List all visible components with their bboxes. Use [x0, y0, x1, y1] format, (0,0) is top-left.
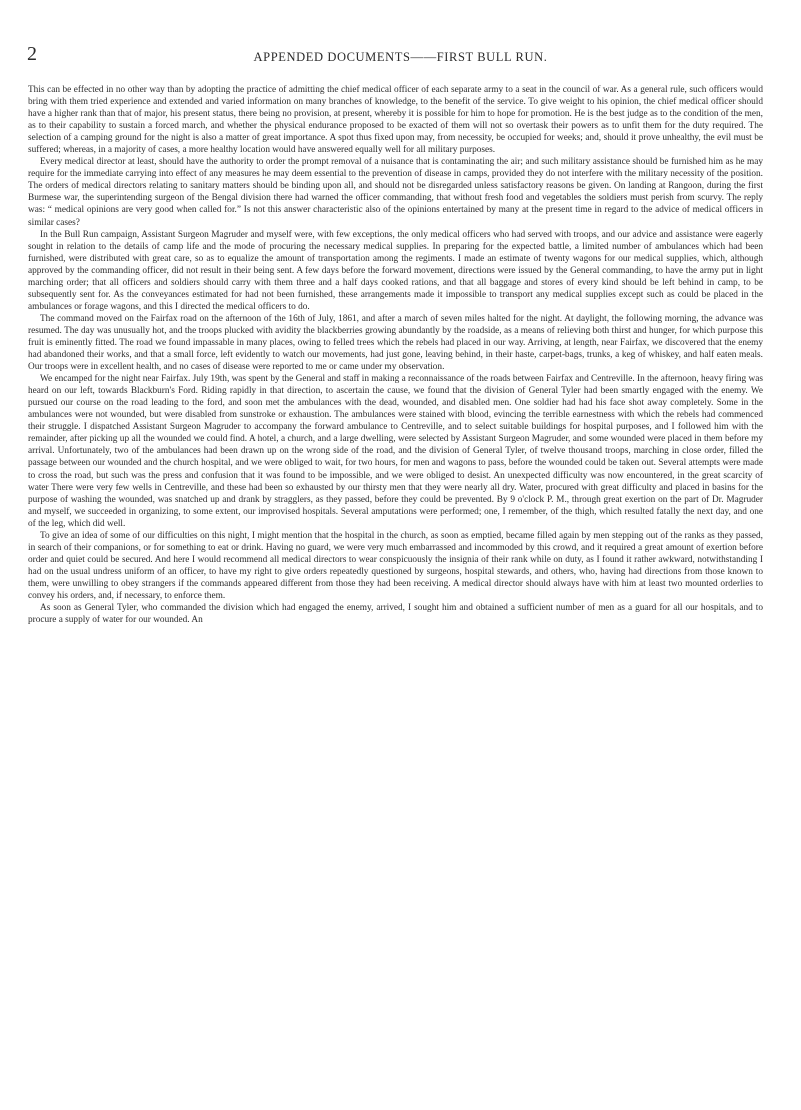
- paragraph-4: The command moved on the Fairfax road on the afternoon of the 16th of July, 1861, and after a march of seven miles halted for the night. At daylight, the following morning, the advance was resumed. The day was unusually hot, and the troops plucked with avidity the blackberries growing abundantly by the roadside, as a means of relieving both thirst and hunger, for which purpose this fruit is eminently fitted. The road we found impassable in many places, owing to felled trees which the rebels had placed in our way. Arriving, at length, near Fairfax, we discovered that the enemy had abandoned their works, and that a small force, left evidently to watch our movements, had just gone, leaving behind, in their haste, carpet-bags, trunks, a keg of whiskey, and half eaten meals. Our troops were in excellent health, and no cases of disease were reported to me or came under my observation.: [28, 313, 763, 373]
- body-text: [28, 84, 763, 626]
- paragraph-3: In the Bull Run campaign, Assistant Surgeon Magruder and myself were, with few exceptions, the only medical officers who had served with troops, and our advice and assistance were eagerly sought in relation to the details of camp life and the mode of procuring the necessary medical supplies. In preparing for the expected battle, a limited number of ambulances which had been furnished, were distributed with great care, so as to equalize the amount of transportation among the regiments. I made an estimate of twenty wagons for our medical supplies, which, although approved by the commanding officer, did not result in their being sent. A few days before the forward movement, directions were issued by the General commanding, to have the army put in light marching order; that all officers and soldiers should carry with them three and a half days cooked rations, and that all baggage and stores of every kind should be left behind in camp, to be subsequently sent for. As the conveyances estimated for had not been furnished, these arrangements made it impossible to transport any medical supplies except such as could be placed in the ambulances or forage wagons, and this I directed the medical officers to do.: [28, 229, 763, 312]
- page-number: 2: [27, 43, 37, 65]
- paragraph-5: We encamped for the night near Fairfax. July 19th, was spent by the General and staff in making a reconnaissance of the roads between Fairfax and Centreville. In the afternoon, heavy firing was heard on our left, towards Blackburn's Ford. Riding rapidly in that direction, to ascertain the cause, we found that the division of General Tyler had been smartly engaged with the enemy. We pursued our course on the road leading to the ford, and soon met the ambulances with the dead, wounded, and disabled men. One soldier had had his face shot away completely. Some in the ambulances were not wounded, but were disabled from sunstroke or exhaustion. The ambulances were stained with blood, evincing the terrible earnestness with which the rebels had commenced their struggle. I dispatched Assistant Surgeon Magruder to accompany the forward ambulance to Centreville, and to select suitable buildings for hospital purposes, and I followed him with the remainder, after picking up all the wounded we could find. A hotel, a church, and a large dwelling, were selected by Assistant Surgeon Magruder, and some wounded were placed in them before my arrival. Unfortunately, two of the ambulances had been drawn up on the wrong side of the road, and the division of General Tyler, of twelve thousand troops, marching in close order, filled the passage between our wounded and the church hospital, and we were obliged to wait, for two hours, for men and wagons to pass, before the wounded could be taken out. Several attempts were made to cross the road, but such was the press and confusion that it was found to be impossible, and we were obliged to desist. An unexpected difficulty was now encountered, in the great scarcity of water There were very few wells in Centreville, and these had been so exhausted by our thirsty men that they were nearly all dry. Water, procured with great difficulty and placed in basins for the purpose of washing the wounded, was snatched up and drank by stragglers, as they passed, before they could be prevented. By 9 o'clock P. M., through great exertion on the part of Dr. Magruder and myself, we succeeded in organizing, to some extent, our improvised hospitals. Several amputations were performed; one, I remember, of the thigh, which resulted fatally the next day, and one of the leg, which did well.: [28, 374, 763, 529]
- paragraph-6: To give an idea of some of our difficulties on this night, I might mention that the hospital in the church, as soon as emptied, became filled again by men stepping out of the ranks as they passed, in search of their companions, or for something to eat or drink. Having no guard, we were very much embarrassed and incommoded by this crowd, and it required a great amount of exertion before order and quiet could be secured. And here I would recommend all medical directors to wear conspicuously the insignia of their rank while on duty, as I found it rather awkward, notwithstanding I had on the usual undress uniform of an officer, to have my right to give orders repeatedly questioned by surgeons, hospital stewards, and others, who, having had directions from those known to them, were unwilling to obey strangers if the commands appeared different from those they had been receiving. A medical director should always have with him at least two mounted orderlies to convey his orders, and, if necessary, to enforce them.: [28, 530, 763, 601]
- running-head: APPENDED DOCUMENTS——FIRST BULL RUN.: [253, 50, 548, 64]
- paragraph-1: This can be effected in no other way than by adopting the practice of admitting the chief medical officer of each separate army to a seat in the council of war. As a general rule, such officers would bring with them tried experience and extended and varied information on many branches of knowledge, to the benefit of the service. To give weight to his opinion, the chief medical officer should have a higher rank than that of major, his present status, there being no provision, at present, whereby it is possible for him to hope for promotion. He is the best judge as to the condition of the men, as to their capability to sustain a forced march, and whether the physical endurance proposed to be exacted of them will not so overtask their powers as to unfit them for the duty required. The selection of a camping ground for the night is also a matter of great importance. A spot thus fixed upon may, from necessity, be occupied for weeks; and, should it prove unhealthy, the evil must be suffered; whereas, in a majority of cases, a more healthy location would have answered equally well for all military purposes.: [28, 85, 763, 156]
- paragraph-7: As soon as General Tyler, who commanded the division which had engaged the enemy, arrived, I sought him and obtained a sufficient number of men as a guard for all our hospitals, and to procure a supply of water for our wounded. An: [28, 603, 763, 626]
- paragraph-2: Every medical director at least, should have the authority to order the prompt removal of a nuisance that is contaminating the air; and such military assistance should be furnished him as he may require for the immediate carrying into effect of any measures he may deem essential to the prevention of disease in camps, provided they do not interfere with the military necessity of the position. The orders of medical directors relating to sanitary matters should be binding upon all, and should not be disregarded unless satisfactory reasons be given. On landing at Rangoon, during the first Burmese war, the superintending surgeon of the Bengal division there had warned the officer commanding, that without fresh food and vegetables the soldiers must perish from scurvy. The reply was: “ medical opinions are very good when called for.” Is not this answer characteristic also of the opinions entertained by many at the present time in regard to the advice of medical officers in similar cases?: [28, 157, 763, 228]
